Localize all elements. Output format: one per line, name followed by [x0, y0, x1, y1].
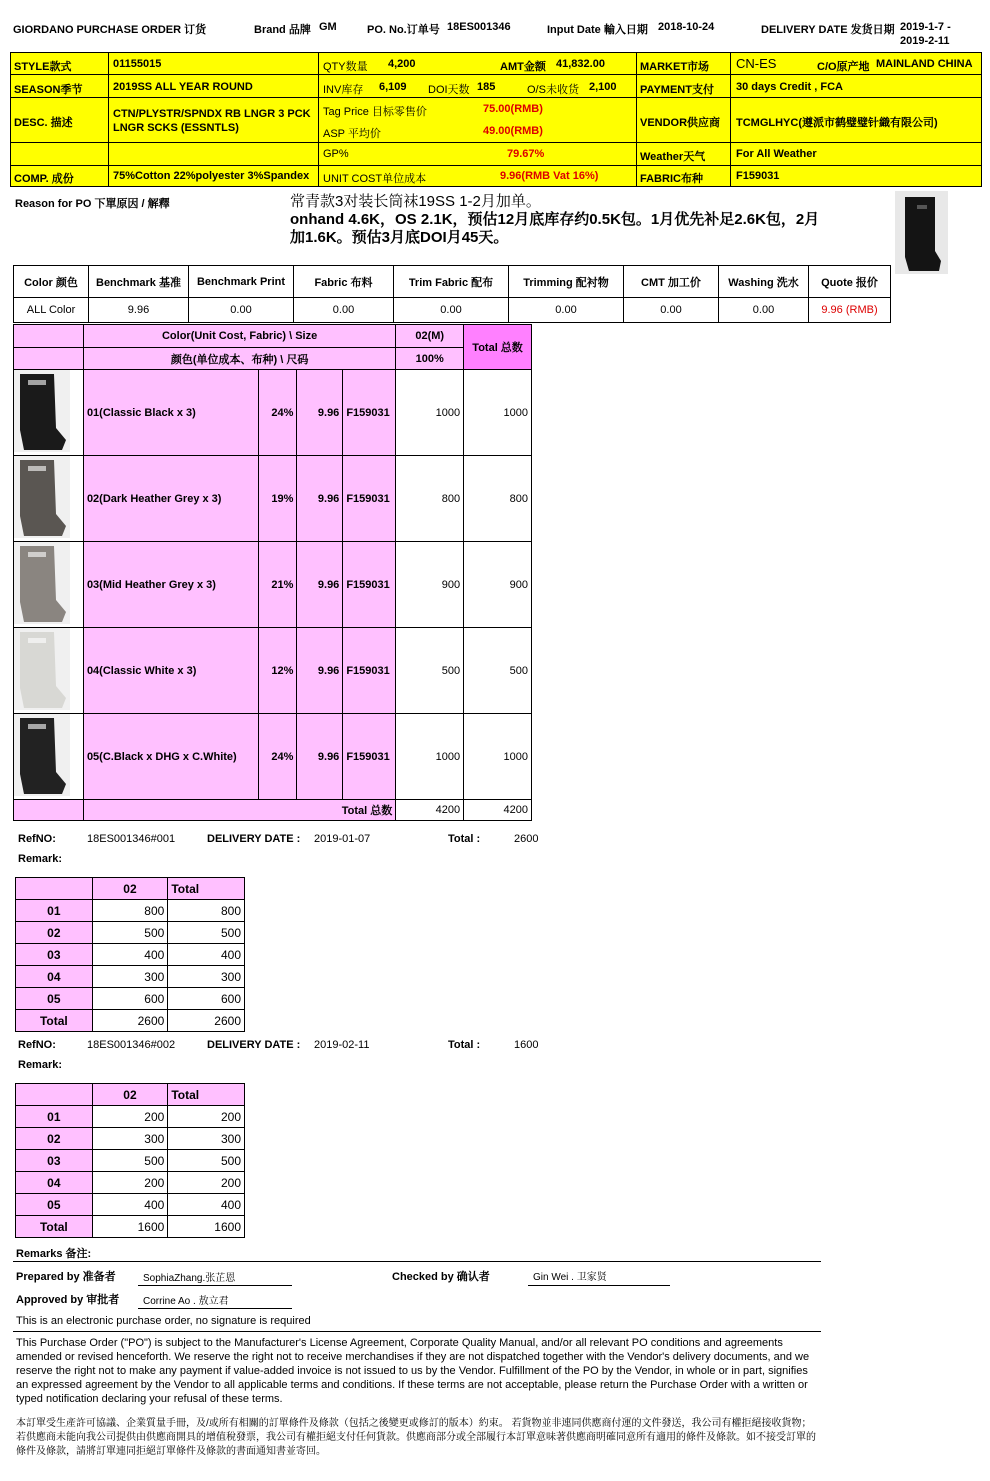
color-fabric: F159031	[343, 628, 396, 714]
color-name: 04(Classic White x 3)	[83, 628, 259, 714]
breakdown-row	[16, 1194, 245, 1216]
input-date-label: Input Date 輸入日期	[547, 24, 648, 36]
corner-cell	[14, 325, 84, 348]
prepared-underline	[138, 1285, 292, 1286]
delivery-total-label: Total :	[448, 833, 481, 845]
color-fabric: F159031	[343, 714, 396, 800]
ref-value: 18ES001346#002	[87, 1039, 176, 1051]
season-label: SEASON季节	[14, 84, 83, 96]
total-header: Total 总数	[464, 325, 532, 370]
sock-photo-cell	[14, 542, 84, 628]
electronic-note: This is an electronic purchase order, no signature is required	[16, 1315, 311, 1327]
breakdown-row	[16, 1216, 245, 1238]
color-row	[14, 542, 532, 628]
row-label: 01	[16, 1106, 93, 1128]
color-fabric: F159031	[343, 456, 396, 542]
vendor-value: TCMGLHYC(遵派市鹤璧璧针織有限公司)	[736, 117, 938, 129]
row-total: 800	[168, 900, 245, 922]
approved-by-value: Corrine Ao . 敖立君	[143, 1296, 229, 1307]
total-qty: 4200	[396, 800, 464, 821]
desc-line-1: CTN/PLYSTR/SPNDX RB LNGR 3 PCK	[113, 108, 311, 120]
approved-by-label: Approved by 审批者	[16, 1294, 120, 1306]
corner-cell	[14, 800, 84, 821]
unit-cost-label: UNIT COST单位成本	[323, 173, 427, 185]
sock-photo-cell	[14, 370, 84, 456]
divider	[13, 1331, 821, 1332]
row-size-qty: 600	[92, 988, 168, 1010]
checked-by-value: Gin Wei . 卫家贤	[533, 1272, 607, 1283]
fabric-value: F159031	[736, 170, 780, 182]
delivery-date-start: 2019-1-7 -	[900, 21, 951, 33]
row-total: 400	[168, 1194, 245, 1216]
delivery-date-label: DELIVERY DATE 发货日期	[761, 24, 895, 36]
row-total: 400	[168, 944, 245, 966]
asp-label: ASP 平均价	[323, 128, 381, 140]
prepared-by-value: SophiaZhang.张芷恩	[143, 1273, 236, 1284]
sock-photo-cell	[14, 628, 84, 714]
breakdown-row	[16, 988, 245, 1010]
market-label: MARKET市场	[640, 61, 710, 73]
row-size-qty: 300	[92, 1128, 168, 1150]
row-label: 05	[16, 1194, 93, 1216]
delivery-breakdown-table	[15, 877, 245, 1032]
row-size-qty: 2600	[92, 1010, 168, 1032]
bench-col-benchmark-print: Benchmark Print	[189, 266, 294, 298]
reason-label: Reason for PO 下單原因 / 解釋	[15, 198, 170, 210]
sock-photo	[14, 370, 70, 452]
bench-cell: 0.00	[719, 298, 809, 323]
desc-label: DESC. 描述	[14, 117, 73, 129]
delivery-date-label: DELIVERY DATE :	[207, 833, 301, 845]
po-info-grid	[10, 52, 982, 187]
size-col-header: 02	[92, 878, 168, 900]
breakdown-row	[16, 1172, 245, 1194]
sock-photo-cell	[14, 714, 84, 800]
ref-label: RefNO:	[18, 1039, 56, 1051]
color-name: 03(Mid Heather Grey x 3)	[83, 542, 259, 628]
row-total: 300	[168, 1128, 245, 1150]
bench-cell: 0.00	[394, 298, 509, 323]
reason-text	[290, 193, 890, 247]
color-size-header: Color(Unit Cost, Fabric) \ Size	[83, 325, 395, 348]
row-size-qty: 400	[92, 944, 168, 966]
gp-value: 79.67%	[507, 148, 545, 160]
amt-value: 41,832.00	[556, 58, 605, 70]
sock-photo	[14, 542, 70, 624]
weather-label: Weather天气	[640, 151, 706, 163]
bench-col-cmt: CMT 加工价	[624, 266, 719, 298]
color-size-header-cn: 颜色(单位成本、布种) \ 尺码	[83, 348, 395, 370]
benchmark-row	[14, 298, 891, 323]
divider	[13, 1261, 821, 1262]
delivery-date-value: 2019-01-07	[314, 833, 371, 845]
row-label: 02	[16, 922, 93, 944]
delivery-total-value: 2600	[514, 833, 539, 845]
prepared-by-label: Prepared by 准备者	[16, 1271, 116, 1283]
corner-cell	[16, 1084, 93, 1106]
breakdown-row	[16, 1128, 245, 1150]
bench-col-quote: Quote 报价	[809, 266, 891, 298]
row-label: 01	[16, 900, 93, 922]
row-size-qty: 300	[92, 966, 168, 988]
bench-quote-cell: 9.96 (RMB)	[809, 298, 891, 323]
inv-label: INV库存	[323, 84, 364, 96]
terms-chinese: 本訂單受生產許可協議、企業質量手冊，及/或所有相關的訂單條件及條款（包括之後變更或修訂的版本）約束。 若貨物並非連同供應商付運的文件發送，我公司有權拒絕接收貨物；若供應商未能向我公司提供由供應商開具的增值稅發票，我公司有權拒絕支付任何貨款。供應商部分或全部履行本訂單意味著供應商明確同意所有適用的條件及條款。如不接受訂單的條件及條款，請將訂單連同拒絕訂單條件及條款的書面通知書並寄回。	[16, 1418, 816, 1457]
benchmark-table	[13, 265, 891, 323]
qty-value: 4,200	[388, 58, 416, 70]
color-cost: 9.96	[297, 628, 343, 714]
color-total: 800	[464, 456, 532, 542]
style-value: 01155015	[113, 58, 162, 70]
corner-cell	[16, 878, 93, 900]
color-total: 1000	[464, 714, 532, 800]
origin-label: C/O原产地	[817, 61, 870, 73]
row-size-qty: 1600	[92, 1216, 168, 1238]
breakdown-row	[16, 1106, 245, 1128]
total-total: 4200	[464, 800, 532, 821]
inv-value: 6,109	[379, 81, 407, 93]
color-row	[14, 370, 532, 456]
payment-label: PAYMENT支付	[640, 84, 714, 96]
color-pct: 21%	[259, 542, 297, 628]
breakdown-row	[16, 966, 245, 988]
row-label: Total	[16, 1010, 93, 1032]
color-qty: 500	[396, 628, 464, 714]
amt-label: AMT金额	[500, 61, 546, 73]
ref-value: 18ES001346#001	[87, 833, 176, 845]
sock-photo	[14, 456, 70, 538]
po-number-label: PO. No.订单号	[367, 24, 440, 36]
checked-underline	[528, 1285, 670, 1286]
row-size-qty: 400	[92, 1194, 168, 1216]
row-size-qty: 500	[92, 922, 168, 944]
color-row	[14, 628, 532, 714]
breakdown-row	[16, 1010, 245, 1032]
row-label: 03	[16, 944, 93, 966]
color-name: 02(Dark Heather Grey x 3)	[83, 456, 259, 542]
bench-col-color: Color 颜色	[14, 266, 89, 298]
bench-cell: 0.00	[509, 298, 624, 323]
bench-cell: 0.00	[624, 298, 719, 323]
size-pct-header: 100%	[396, 348, 464, 370]
color-qty: 1000	[396, 370, 464, 456]
delivery-total-label: Total :	[448, 1039, 481, 1051]
po-number: 18ES001346	[447, 21, 511, 33]
asp-value: 49.00(RMB)	[483, 125, 543, 137]
row-total: 300	[168, 966, 245, 988]
checked-by-label: Checked by 确认者	[392, 1271, 490, 1283]
color-qty: 1000	[396, 714, 464, 800]
row-label: 04	[16, 966, 93, 988]
row-size-qty: 800	[92, 900, 168, 922]
color-row	[14, 714, 532, 800]
row-size-qty: 500	[92, 1150, 168, 1172]
row-label: 05	[16, 988, 93, 1010]
product-thumbnail	[895, 191, 948, 274]
ref-label: RefNO:	[18, 833, 56, 845]
desc-line-2: LNGR SCKS (ESSNTLS)	[113, 122, 239, 134]
color-cost: 9.96	[297, 542, 343, 628]
delivery-date-label: DELIVERY DATE :	[207, 1039, 301, 1051]
reason-line-1: 常青款3对装长筒袜19SS 1-2月加单。	[290, 193, 541, 210]
row-label: 04	[16, 1172, 93, 1194]
breakdown-row	[16, 944, 245, 966]
color-pct: 24%	[259, 714, 297, 800]
sock-photo	[14, 714, 70, 796]
bench-cell: 9.96	[89, 298, 189, 323]
row-label: 02	[16, 1128, 93, 1150]
remark-label: Remark:	[18, 853, 63, 865]
color-name: 01(Classic Black x 3)	[83, 370, 259, 456]
bench-col-fabric: Fabric 布料	[294, 266, 394, 298]
row-total: 500	[168, 922, 245, 944]
weather-value: For All Weather	[736, 148, 817, 160]
color-cost: 9.96	[297, 714, 343, 800]
os-label: O/S未收货	[527, 84, 579, 96]
color-cost: 9.96	[297, 370, 343, 456]
qty-label: QTY数量	[323, 61, 368, 73]
unit-cost-value: 9.96(RMB Vat 16%)	[500, 170, 599, 182]
row-label: Total	[16, 1216, 93, 1238]
bench-col-benchmark: Benchmark 基准	[89, 266, 189, 298]
input-date: 2018-10-24	[658, 21, 715, 33]
color-pct: 19%	[259, 456, 297, 542]
color-total: 1000	[464, 370, 532, 456]
color-total: 900	[464, 542, 532, 628]
row-total: 600	[168, 988, 245, 1010]
bench-cell: ALL Color	[14, 298, 89, 323]
bench-col-trim-fabric: Trim Fabric 配布	[394, 266, 509, 298]
remark-label: Remark:	[18, 1059, 63, 1071]
color-qty: 800	[396, 456, 464, 542]
row-size-qty: 200	[92, 1106, 168, 1128]
bench-cell: 0.00	[189, 298, 294, 323]
remarks-label: Remarks 备注:	[16, 1248, 92, 1260]
color-size-table	[13, 324, 532, 821]
breakdown-row	[16, 922, 245, 944]
tag-price-value: 75.00(RMB)	[483, 103, 543, 115]
vendor-label: VENDOR供应商	[640, 117, 721, 129]
sock-photo	[14, 628, 70, 710]
total-label: Total 总数	[83, 800, 395, 821]
origin-value: MAINLAND CHINA	[876, 58, 973, 70]
color-pct: 24%	[259, 370, 297, 456]
row-total: 200	[168, 1106, 245, 1128]
color-cost: 9.96	[297, 456, 343, 542]
delivery-date-value: 2019-02-11	[314, 1039, 370, 1051]
color-name: 05(C.Black x DHG x C.White)	[83, 714, 259, 800]
fabric-label: FABRIC布种	[640, 173, 703, 185]
delivery-breakdown-table	[15, 1083, 245, 1238]
bench-col-trimming: Trimming 配衬物	[509, 266, 624, 298]
os-value: 2,100	[589, 81, 617, 93]
season-value: 2019SS ALL YEAR ROUND	[113, 81, 253, 93]
row-total: 2600	[168, 1010, 245, 1032]
payment-value: 30 days Credit , FCA	[736, 81, 843, 93]
bench-cell: 0.00	[294, 298, 394, 323]
doi-label: DOI天数	[428, 84, 470, 96]
bench-col-washing: Washing 洗水	[719, 266, 809, 298]
benchmark-header-row	[14, 266, 891, 298]
terms-english: This Purchase Order ("PO") is subject to the Manufacturer's License Agreement, Corporate Quality Manual, and/or all relevant PO conditions and agreements amended or revised henceforth. We reserve the right not to receive merchandises if they are not dispatched together with the Vendor's delivery documents, and we reserve the right not to make any payment if value-added invoice is not issued to us by the Vendor. Fulfillment of the PO by the Vendor, in whole or in part, signifies an expressed agreement by the Vendor to all applicable terms and conditions. If these terms are not acceptable, please return the Purchase Order with a written or typed notification declaring your refusal of these terms.	[16, 1337, 810, 1405]
total-col-header: Total	[168, 878, 245, 900]
po-title: GIORDANO PURCHASE ORDER 订货	[13, 24, 207, 36]
color-qty: 900	[396, 542, 464, 628]
row-total: 200	[168, 1172, 245, 1194]
color-total: 500	[464, 628, 532, 714]
color-fabric: F159031	[343, 542, 396, 628]
color-row	[14, 456, 532, 542]
color-fabric: F159031	[343, 370, 396, 456]
size-header: 02(M)	[396, 325, 464, 348]
row-total: 500	[168, 1150, 245, 1172]
approved-underline	[138, 1308, 292, 1309]
reason-line-3: 加1.6K。预估3月底DOI月45天。	[290, 229, 509, 246]
market-value: CN-ES	[736, 56, 777, 71]
row-size-qty: 200	[92, 1172, 168, 1194]
total-col-header: Total	[168, 1084, 245, 1106]
row-label: 03	[16, 1150, 93, 1172]
breakdown-row	[16, 900, 245, 922]
breakdown-row	[16, 1150, 245, 1172]
doi-value: 185	[477, 81, 496, 93]
color-pct: 12%	[259, 628, 297, 714]
reason-line-2: onhand 4.6K，OS 2.1K，预估12月底库存约0.5K包。1月优先补足2.6K包，2月	[290, 211, 820, 228]
gp-label: GP%	[323, 148, 349, 160]
size-col-header: 02	[92, 1084, 168, 1106]
comp-label: COMP. 成份	[14, 173, 74, 185]
brand-label: Brand 品牌	[254, 24, 311, 36]
delivery-total-value: 1600	[514, 1039, 539, 1051]
comp-value: 75%Cotton 22%polyester 3%Spandex	[113, 170, 310, 182]
sock-photo-cell	[14, 456, 84, 542]
tag-price-label: Tag Price 目标零售价	[323, 106, 427, 118]
row-total: 1600	[168, 1216, 245, 1238]
brand-value: GM	[319, 21, 337, 33]
style-label: STYLE款式	[14, 61, 72, 73]
corner-cell	[14, 348, 84, 370]
delivery-date-end: 2019-2-11	[900, 35, 950, 47]
